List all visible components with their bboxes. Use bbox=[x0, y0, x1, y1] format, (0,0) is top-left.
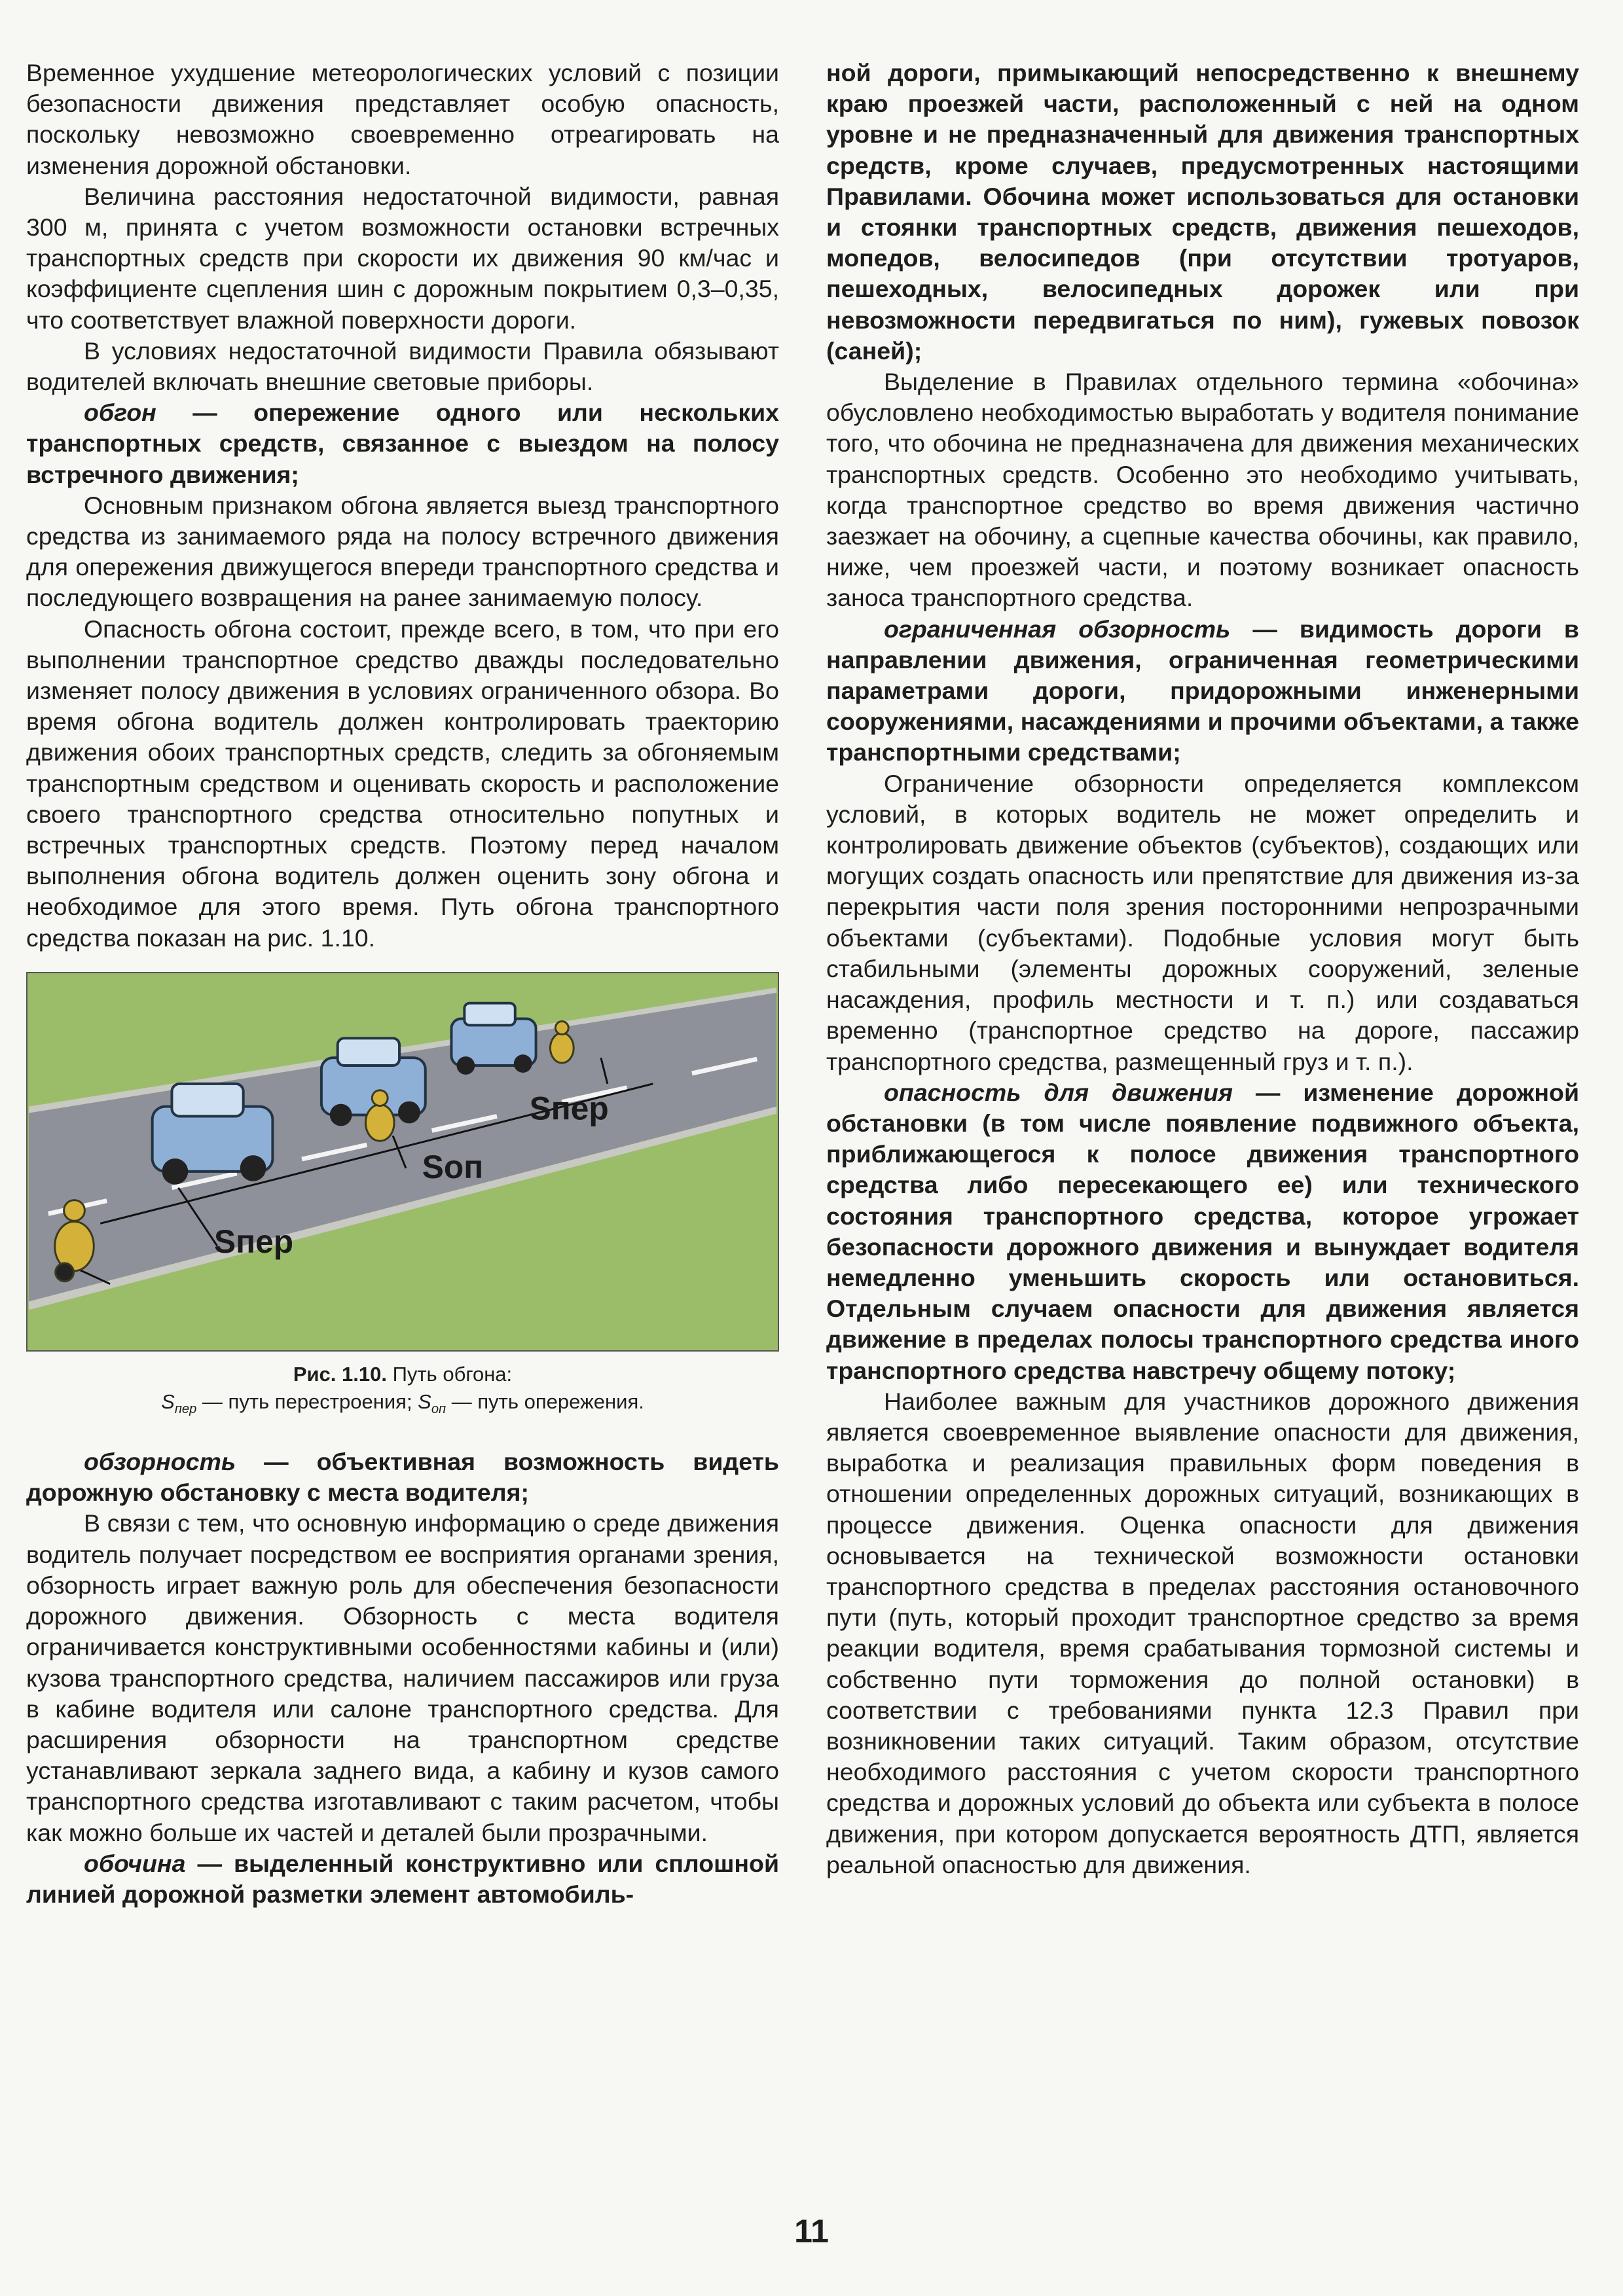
definition-text: — опережение одного или нескольких транспортных средств, связанное с выездом на полосу встречного движения; bbox=[26, 399, 779, 488]
paragraph: В условиях недостаточной видимости Правила обязывают водителей включать внешние световые приборы. bbox=[26, 336, 779, 396]
caption-text: — путь перестроения; bbox=[196, 1390, 418, 1413]
caption-symbol: S bbox=[418, 1390, 431, 1413]
term-overtaking: обгон bbox=[84, 399, 156, 427]
label-sop: Sоп bbox=[422, 1148, 484, 1185]
right-column bbox=[826, 58, 1579, 1880]
definition-text: — объективная возможность видеть дорожную обстановку с места водителя; bbox=[26, 1448, 779, 1507]
caption-subscript: оп bbox=[431, 1402, 447, 1417]
definition-danger bbox=[826, 1077, 1579, 1386]
term-limited-visibility: ограниченная обзорность bbox=[884, 615, 1231, 643]
page-number: 11 bbox=[794, 2213, 829, 2250]
caption-title: Рис. 1.10. bbox=[293, 1362, 387, 1386]
definition-visibility bbox=[26, 1446, 779, 1508]
caption-title-rest: Путь обгона: bbox=[386, 1362, 513, 1386]
caption-symbol: S bbox=[161, 1390, 175, 1413]
definition-limited-visibility bbox=[826, 614, 1579, 768]
term-shoulder: обочина bbox=[84, 1849, 186, 1877]
definition-text: — выделенный конструктивно или сплошной линией дорожной разметки элемент автомобиль- bbox=[26, 1849, 779, 1908]
overtaking-illustration bbox=[26, 972, 779, 1352]
definition-overtaking bbox=[26, 397, 779, 490]
label-sper-bottom: Sпер bbox=[214, 1223, 294, 1260]
paragraph: Ограничение обзорности определяется комплексом условий, в которых водитель не может определить и контролировать движение объектов (субъектов), создающих или могущих создать опасность или препятствие для движения из-за перекрытия части поля зрения посторонними непрозрачными объектами (субъектами). Подобные условия могут быть стабильными (элементы дорожных сооружений, зеленые насаждения, профиль местности и т. п.) или создаваться временно (транспортное средство на дороге, пассажир транспортного средства, размещенный груз и т. п.). bbox=[826, 769, 1579, 1075]
definition-shoulder-continued: ной дороги, примыкающий непосредственно к внешнему краю проезжей части, расположенный с ней на одном уровне и не предназначенный для движения транспортных средств, кроме случаев, предусмотренных настоящими Правилами. Обочина может использоваться для остановки и стоянки транспортных средств, движения пешеходов, мопедов, велосипедов (при отсутствии тротуаров, пешеходных, велосипедных дорожек или при невозможности передвигаться по ним), гужевых повозок (саней); bbox=[826, 59, 1579, 365]
caption-subscript: пер bbox=[174, 1402, 197, 1417]
caption-text: — путь опережения. bbox=[446, 1390, 644, 1413]
figure-caption bbox=[26, 1361, 779, 1423]
caption-line-1 bbox=[26, 1361, 779, 1388]
paragraph: Временное ухудшение метеорологических условий с позиции безопасности движения представляет особую опасность, поскольку невозможно своевременно отреагировать на изменения дорожной обстановки. bbox=[26, 59, 779, 179]
caption-line-2 bbox=[26, 1388, 779, 1423]
paragraph: Наиболее важным для участников дорожного движения является своевременное выявление опасности для движения, выработка и реализация правильных форм поведения в отношении определенных дорожных ситуаций, возникающих в процессе движения. Оценка опасности для движения основывается на технической возможности остановки транспортного средства в пределах расстояния остановочного пути (путь, который проходит транспортное средство за время реакции водителя, время срабатывания тормозной системы и собственно пути торможения до полной остановки) в соответствии с требованиями пункта 12.3 Правил при возникновении таких ситуаций. Таким образом, отсутствие необходимого расстояния с учетом скорости транспортного средства и дорожных условий до объекта или субъекта в полосе движения, при котором допускается вероятность ДТП, является реальной опасностью для движения. bbox=[826, 1387, 1579, 1878]
paragraph: Опасность обгона состоит, прежде всего, в том, что при его выполнении транспортное средство дважды последовательно изменяет полосу движения в условиях ограниченного обзора. Во время обгона водитель должен контролировать траекторию движения обоих транспортных средств, следить за обгоняемым транспортным средством и оценивать скорость и расположение своего транспортного средства относительно попутных и встречных транспортных средств. Поэтому перед началом выполнения обгона водитель должен оценить зону обгона и необходимое для этого время. Путь обгона транспортного средства показан на рис. 1.10. bbox=[26, 615, 779, 952]
paragraph: В связи с тем, что основную информацию о среде движения водитель получает посредством ее восприятия органами зрения, обзорность играет важную роль для обеспечения безопасности дорожного движения. Обзорность с места водителя ограничивается конструктивными особенностями кабины и (или) кузова транспортного средства, наличием пассажиров или груза в кабине водителя или салоне транспортного средства. Для расширения обзорности на транспортном средстве устанавливают зеркала заднего вида, а кабину и кузов самого транспортного средства изготавливают с таким расчетом, чтобы как можно больше их частей и деталей были прозрачными. bbox=[26, 1509, 779, 1846]
definition-text: — изменение дорожной обстановки (в том числе появление подвижного объекта, приближающегося к полосе движения транспортного средства либо пересекающего ее) или технического состояния транспортного средства, которое угрожает безопасности дорожного движения и вынуждает водителя немедленно уменьшить скорость или остановиться. Отдельным случаем опасности для движения является движение в пределах полосы транспортного средства иного транспортного средства навстречу общему потоку; bbox=[826, 1078, 1579, 1384]
term-visibility: обзорность bbox=[84, 1448, 236, 1476]
paragraph: Основным признаком обгона является выезд транспортного средства из занимаемого ряда на полосу встречного движения для опережения движущегося впереди транспортного средства и последующего возвращения на ранее занимаемую полосу. bbox=[26, 491, 779, 612]
paragraph: Величина расстояния недостаточной видимости, равная 300 м, принята с учетом возможности остановки встречных транспортных средств при скорости их движения 90 км/час и коэффициенте сцепления шин с дорожным покрытием 0,3–0,35, что соответствует влажной поверхности дороги. bbox=[26, 182, 779, 334]
definition-shoulder bbox=[26, 1848, 779, 1910]
paragraph: Выделение в Правилах отдельного термина «обочина» обусловлено необходимостью выработать у водителя понимание того, что обочина не предназначена для движения механических транспортных средств. Особенно это необходимо учитывать, когда транспортное средство во время движения частично заезжает на обочину, а сцепные качества обочины, как правило, ниже, чем проезжей части, и поэтому возникает опасность заноса транспортного средства. bbox=[826, 368, 1579, 612]
figure-1-10 bbox=[26, 972, 779, 1423]
definition-text: — видимость дороги в направлении движения, ограниченная геометрическими параметрами дороги, придорожными инженерными сооружениями, насаждениями и прочими объектами, а также транспортными средствами; bbox=[826, 615, 1579, 766]
label-sper-top: Sпер bbox=[529, 1090, 609, 1127]
term-danger: опасность для движения bbox=[884, 1078, 1233, 1106]
left-column bbox=[26, 58, 779, 1910]
